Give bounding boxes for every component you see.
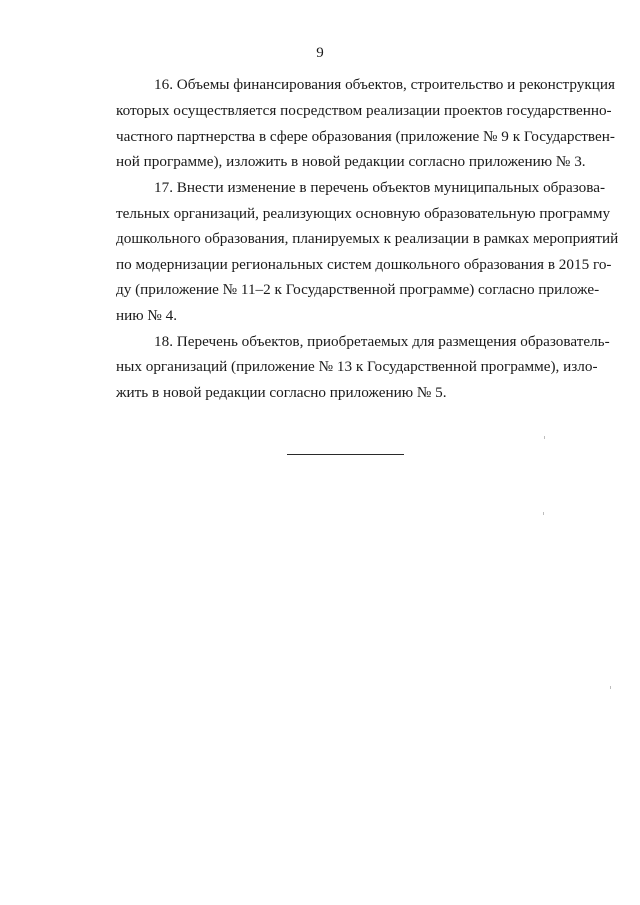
- paragraph-line: 16. Объемы финансирования объектов, строительство и реконструкция: [154, 76, 615, 93]
- paragraph-line: тельных организаций, реализующих основную образовательную программу: [116, 205, 611, 222]
- paragraph-line: ду (приложение № 11–2 к Государственной программе) согласно приложе-: [116, 281, 600, 298]
- scan-speck: [610, 686, 611, 689]
- paragraph-line: 18. Перечень объектов, приобретаемых для размещения образователь-: [154, 333, 610, 350]
- paragraph-line: которых осуществляется посредством реализации проектов государственно-: [116, 102, 612, 119]
- paragraph-line: ной программе), изложить в новой редакции согласно приложению № 3.: [116, 153, 586, 170]
- paragraph-line: 17. Внести изменение в перечень объектов муниципальных образова-: [154, 179, 605, 196]
- paragraph-line: нию № 4.: [116, 307, 178, 324]
- end-of-text-rule: [287, 454, 404, 455]
- page-number: 9: [316, 45, 324, 61]
- paragraph-line: ных организаций (приложение № 13 к Государственной программе), изло-: [116, 358, 598, 375]
- scan-speck: [543, 512, 544, 515]
- paragraph-line: жить в новой редакции согласно приложению № 5.: [116, 384, 447, 401]
- paragraph-line: частного партнерства в сфере образования (приложение № 9 к Государствен-: [116, 128, 615, 145]
- scan-speck: [544, 436, 545, 439]
- paragraph-line: дошкольного образования, планируемых к реализации в рамках мероприятий: [116, 230, 619, 247]
- paragraph-line: по модернизации региональных систем дошкольного образования в 2015 го-: [116, 256, 612, 273]
